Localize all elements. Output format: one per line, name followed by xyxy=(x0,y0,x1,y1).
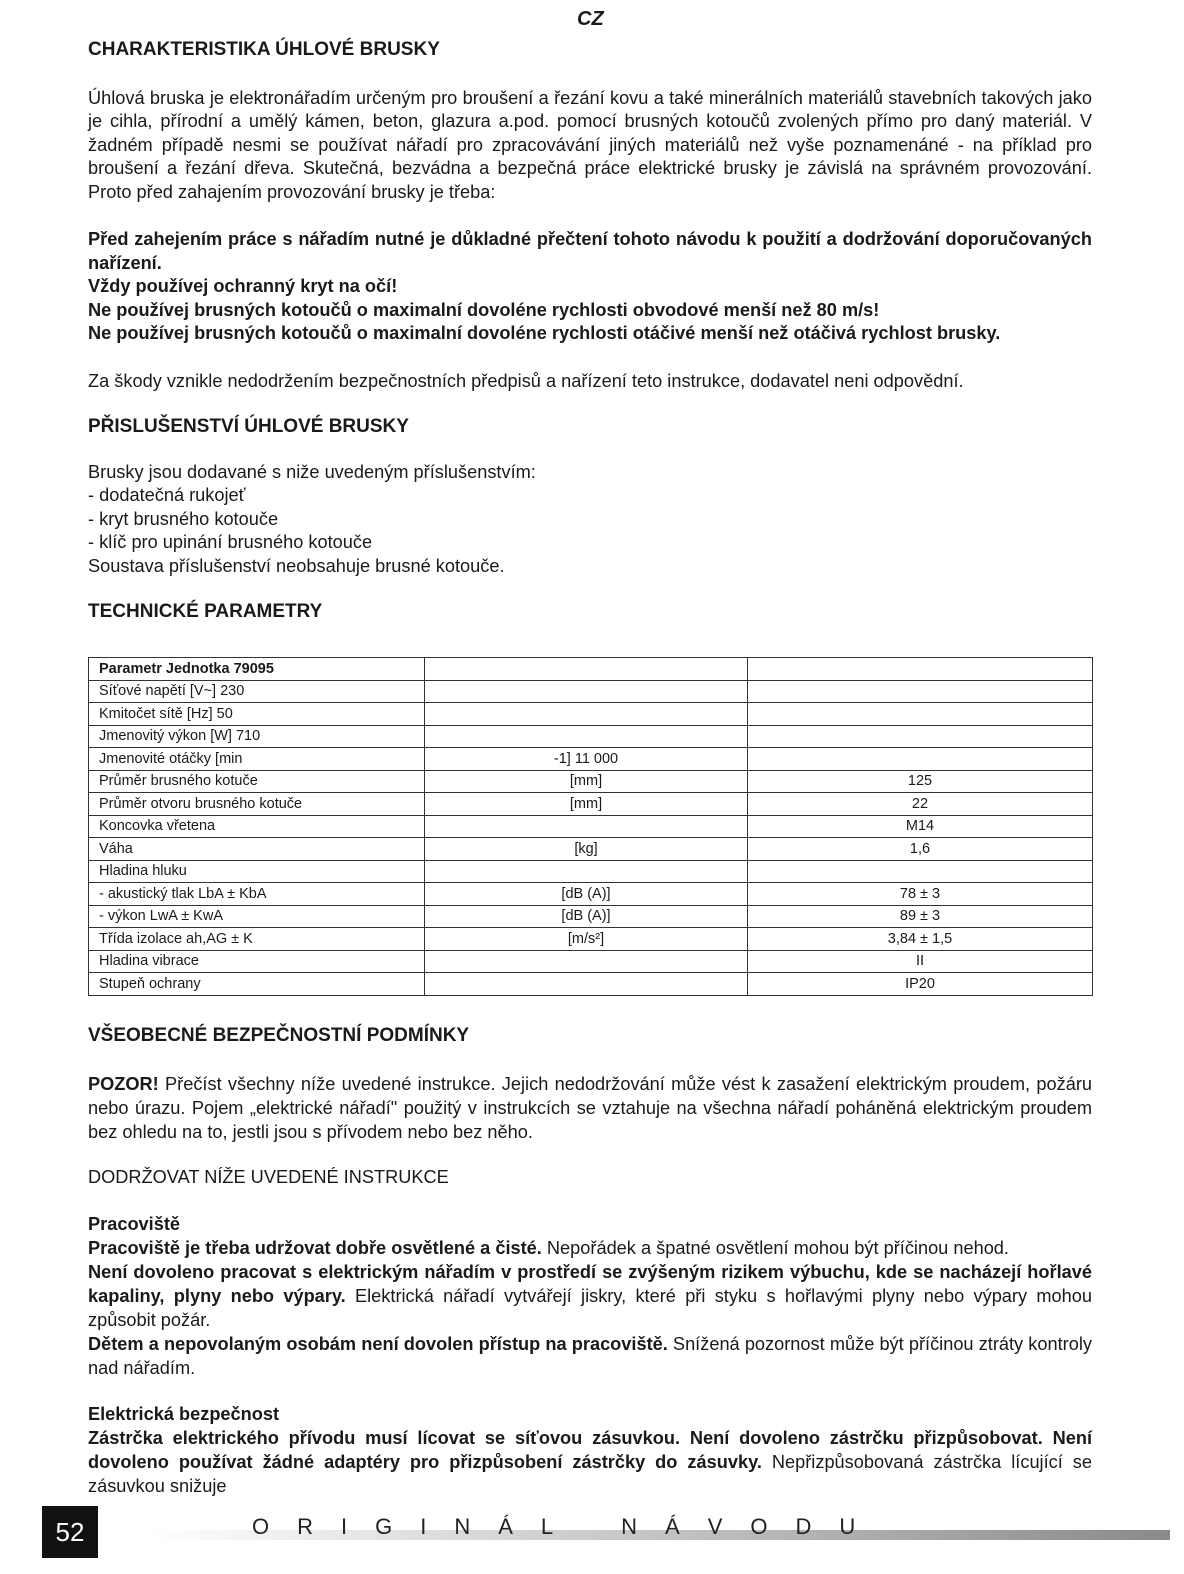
table-cell: [m/s²] xyxy=(425,928,748,951)
warning-eye-protection: Vždy používej ochranný kryt na očí! xyxy=(88,276,398,296)
warning-read-manual: Před zahejením práce s nářadím nutné je důkladné přečtení tohoto návodu k použití a dodržování doporučovaných nařízení. xyxy=(88,229,1092,273)
table-row xyxy=(89,905,1093,928)
table-cell xyxy=(748,860,1093,883)
table-cell: 125 xyxy=(748,770,1093,793)
accessories-note: Soustava příslušenství neobsahuje brusné kotouče. xyxy=(88,555,505,576)
table-cell: [kg] xyxy=(425,838,748,861)
table-row xyxy=(89,770,1093,793)
table-cell: Síťové napětí [V~] 230 xyxy=(89,680,425,703)
intro-section xyxy=(88,38,1092,624)
table-cell: Kmitočet sítě [Hz] 50 xyxy=(89,703,425,726)
accessory-item: - kryt brusného kotouče xyxy=(88,508,279,529)
table-cell: - výkon LwA ± KwA xyxy=(89,905,425,928)
table-row xyxy=(89,793,1093,816)
characteristics-heading: CHARAKTERISTIKA ÚHLOVÉ BRUSKY xyxy=(88,39,440,60)
table-cell xyxy=(425,680,748,703)
table-cell xyxy=(748,748,1093,771)
electrical-rule-bold: Zástrčka elektrického přívodu musí lícovat se síťovou zásuvkou. Není dovoleno zástrčku přizpůsobovat. Není dovoleno používat žádné adaptéry pro přizpůsobení zástrčky do zásuvky. xyxy=(88,1428,1092,1472)
workplace-rule-bold: Dětem a nepovolaným osobám není dovolen přístup na pracoviště. xyxy=(88,1334,668,1354)
table-cell xyxy=(425,860,748,883)
table-cell: IP20 xyxy=(748,973,1093,996)
table-row xyxy=(89,838,1093,861)
accessory-item: - dodatečná rukojeť xyxy=(88,485,246,505)
technical-parameters-table xyxy=(88,657,1093,996)
footer-title xyxy=(252,1514,883,1540)
table-cell xyxy=(425,950,748,973)
table-cell: Hladina vibrace xyxy=(89,950,425,973)
language-code: CZ xyxy=(577,8,604,30)
follow-instructions: DODRŽOVAT NÍŽE UVEDENÉ INSTRUKCE xyxy=(88,1167,449,1187)
table-row xyxy=(89,748,1093,771)
table-row xyxy=(89,725,1093,748)
table-row xyxy=(89,815,1093,838)
liability-note: Za škody vznikle nedodržením bezpečnostních předpisů a nařízení teto instrukce, dodavatel neni odpovědní. xyxy=(88,370,964,391)
table-row xyxy=(89,680,1093,703)
technical-heading: TECHNICKÉ PARAMETRY xyxy=(88,601,323,622)
safety-section xyxy=(88,1024,1092,1498)
pozor-label: POZOR! xyxy=(88,1074,159,1094)
table-row xyxy=(89,703,1093,726)
table-cell xyxy=(425,973,748,996)
table-cell xyxy=(425,658,748,681)
table-cell: Jmenovitý výkon [W] 710 xyxy=(89,725,425,748)
table-cell xyxy=(425,725,748,748)
table-cell: 78 ± 3 xyxy=(748,883,1093,906)
workplace-rule xyxy=(88,1260,1092,1332)
table-cell: 3,84 ± 1,5 xyxy=(748,928,1093,951)
table-cell: Jmenovité otáčky [min xyxy=(89,748,425,771)
footer-word: ORIGINÁL xyxy=(252,1514,582,1539)
table-cell: - akustický tlak LbA ± KbA xyxy=(89,883,425,906)
workplace-heading: Pracoviště xyxy=(88,1214,181,1234)
warning-peripheral-speed: Ne používej brusných kotoučů o maximalní dovoléne rychlosti obvodové menší než 80 m/s! xyxy=(88,299,880,320)
footer-word: NÁVODU xyxy=(621,1514,884,1539)
table-cell: Stupeň ochrany xyxy=(89,973,425,996)
table-cell: Hladina hluku xyxy=(89,860,425,883)
pozor-paragraph xyxy=(88,1072,1092,1144)
page-number: 52 xyxy=(42,1506,98,1558)
table-cell: [mm] xyxy=(425,793,748,816)
electrical-rule-text: Nepřizpůsobovaná zástrčka lícující se zásuvkou snižuje xyxy=(88,1452,1093,1496)
workplace-rule-text: Elektrická nářadí vytvářejí jiskry, které při styku s hořlavými plyny nebo výpary mohou způsobit požár. xyxy=(88,1286,1092,1330)
warning-rotational-speed: Ne používej brusných kotoučů o maximalní dovoléne rychlosti otáčivé menší než otáčivá rychlost brusky. xyxy=(88,323,1001,343)
table-cell: Průměr otvoru brusného kotuče xyxy=(89,793,425,816)
table-cell: Váha xyxy=(89,838,425,861)
table-cell: -1] 11 000 xyxy=(425,748,748,771)
table-row xyxy=(89,950,1093,973)
workplace-rule-bold: Pracoviště je třeba udržovat dobře osvětlené a čisté. xyxy=(88,1238,542,1258)
table-cell: [mm] xyxy=(425,770,748,793)
workplace-rule xyxy=(88,1236,1092,1260)
workplace-rule-bold: Není dovoleno pracovat s elektrickým nářadím v prostředí se zvýšeným rizikem výbuchu, kde se nacházejí hořlavé kapaliny, plyny nebo výpary. xyxy=(88,1262,1092,1306)
pozor-text: Přečíst všechny níže uvedené instrukce. Jejich nedodržování může vést k zasažení elektrickým proudem, požáru nebo úrazu. Pojem „elektrické nářadí" použitý v instrukcích se vztahuje na všechna nářadí poháněná elektrickým proudem bez ohledu na to, jestli jsou s přívodem nebo bez něho. xyxy=(88,1074,1092,1142)
table-cell: Koncovka vřetena xyxy=(89,815,425,838)
table-cell xyxy=(425,815,748,838)
table-cell: 1,6 xyxy=(748,838,1093,861)
table-row xyxy=(89,973,1093,996)
electrical-rule xyxy=(88,1426,1092,1498)
table-cell: Průměr brusného kotuče xyxy=(89,770,425,793)
table-row xyxy=(89,928,1093,951)
accessories-intro: Brusky jsou dodavané s niže uvedeným příslušenstvím: xyxy=(88,461,536,482)
table-cell: II xyxy=(748,950,1093,973)
table-cell xyxy=(748,680,1093,703)
table-cell: Parametr Jednotka 79095 xyxy=(89,658,425,681)
table-row xyxy=(89,883,1093,906)
accessories-heading: PŘISLUŠENSTVÍ ÚHLOVÉ BRUSKY xyxy=(88,416,409,437)
table-row xyxy=(89,860,1093,883)
table-cell: 89 ± 3 xyxy=(748,905,1093,928)
workplace-rule xyxy=(88,1332,1092,1380)
table-cell: Třída izolace ah,AG ± K xyxy=(89,928,425,951)
workplace-rule-text: Snížená pozornost může být příčinou ztráty kontroly nad nářadím. xyxy=(88,1334,1092,1378)
safety-heading: VŠEOBECNÉ BEZPEČNOSTNÍ PODMÍNKY xyxy=(88,1025,470,1046)
electrical-heading: Elektrická bezpečnost xyxy=(88,1404,280,1424)
table-cell xyxy=(748,658,1093,681)
table-cell: 22 xyxy=(748,793,1093,816)
characteristics-text: Úhlová bruska je elektronářadím určeným pro broušení a řezání kovu a také minerálních materiálů stavebních takových jako je cihla, přírodní a umělý kámen, beton, glazura a.pod. pomocí brusných kotoučů zvolených přímo pro daný materiál. V žadném případě nesmi se používat nářadí pro zpracovávání jiných materiálů než vyše poznamenáné - na příklad pro broušení a řezání dřeva. Skutečná, bezvádna a bezpečná práce elektrické brusky je závislá na správném provozování. Proto před zahajením provozování brusky je třeba: xyxy=(88,87,1092,202)
table-cell xyxy=(748,725,1093,748)
table-row xyxy=(89,658,1093,681)
accessory-item: - klíč pro upinání brusného kotouče xyxy=(88,532,373,552)
table-cell: [dB (A)] xyxy=(425,883,748,906)
table-cell xyxy=(748,703,1093,726)
table-cell: [dB (A)] xyxy=(425,905,748,928)
table-cell: M14 xyxy=(748,815,1093,838)
table-cell xyxy=(425,703,748,726)
workplace-rule-text: Nepořádek a špatné osvětlení mohou být příčinou nehod. xyxy=(541,1238,1009,1258)
